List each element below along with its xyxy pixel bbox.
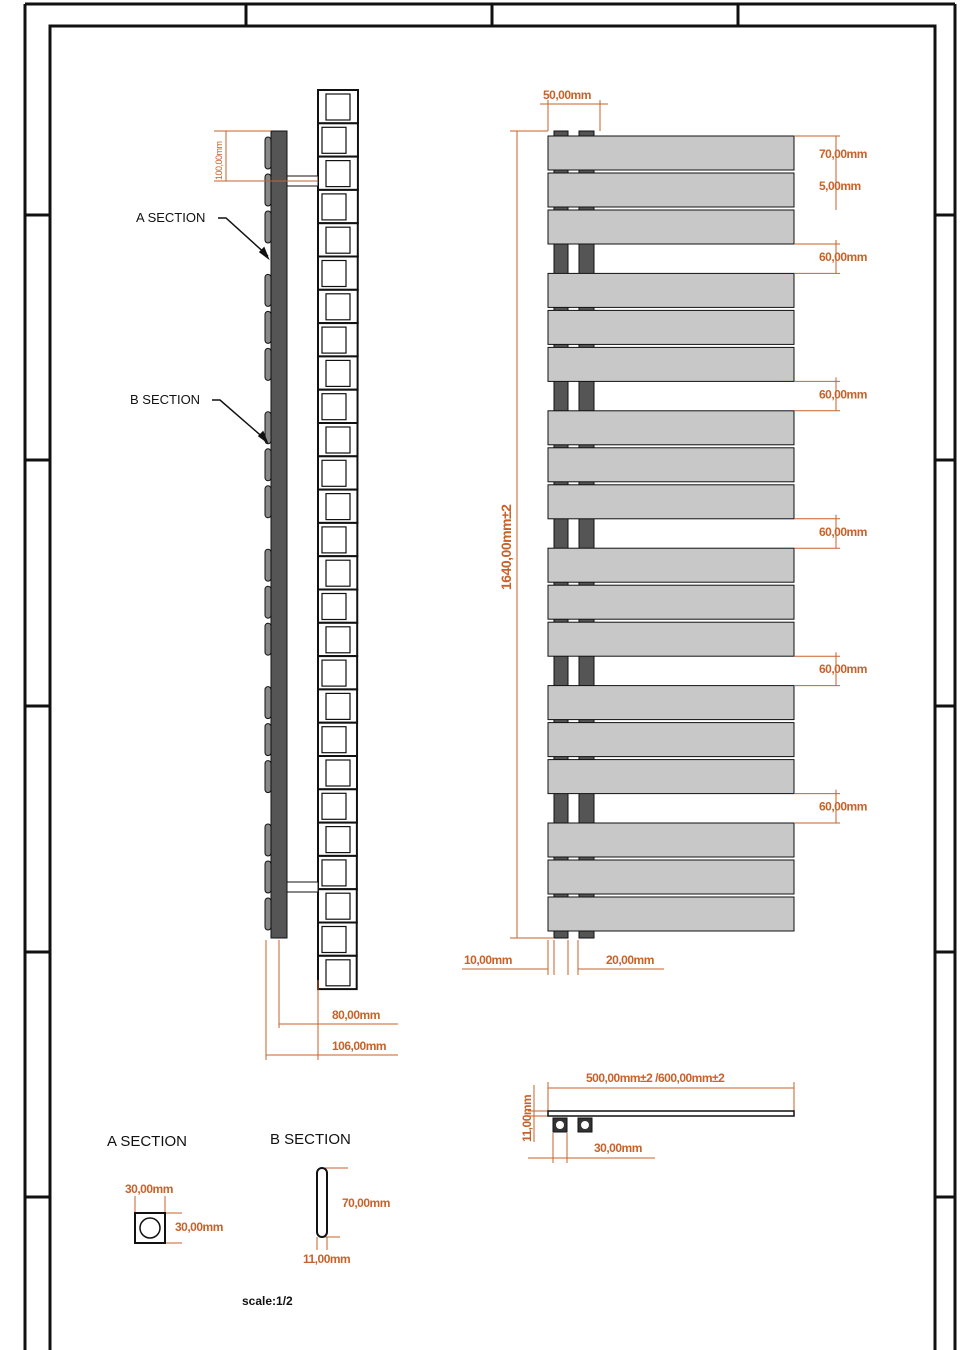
side-bar-profile — [265, 549, 271, 581]
towel-bar — [548, 585, 794, 619]
b-section-title: B SECTION — [270, 1131, 351, 1148]
dim-bar-height: 70,00mm — [819, 147, 867, 161]
callout-arrows — [212, 218, 268, 442]
gap-dimension — [794, 240, 867, 273]
towel-bar — [548, 136, 794, 170]
side-view — [130, 90, 398, 1060]
a-section-height: 30,00mm — [175, 1220, 223, 1234]
dim-group-gap: 60,00mm — [819, 662, 867, 677]
towel-bar — [548, 823, 794, 857]
dim-total-height: 1640,00mm±2 — [498, 504, 514, 590]
scale-note: scale:1/2 — [242, 1294, 293, 1308]
wall-brackets — [287, 176, 318, 892]
side-bar-profile — [265, 586, 271, 618]
dim-width: 500,00mm±2 /600,00mm±2 — [586, 1071, 725, 1085]
towel-bar — [548, 310, 794, 344]
side-bar-profile — [265, 687, 271, 719]
top-bar-profile — [548, 1111, 794, 1116]
gap-dimension — [794, 515, 867, 548]
side-bar-profile — [265, 174, 271, 206]
towel-bar — [548, 760, 794, 794]
side-bar-profile — [265, 898, 271, 930]
gap-dimension — [794, 790, 867, 823]
wall-bricks — [318, 90, 358, 989]
dim-bar-gap: 5,00mm — [819, 179, 861, 193]
b-section-height: 70,00mm — [342, 1196, 390, 1210]
towel-bar — [548, 411, 794, 445]
dim-left-offset: 10,00mm — [464, 953, 512, 967]
dim-rail-spacing: 50,00mm — [543, 88, 591, 102]
b-section-width: 11,00mm — [303, 1252, 351, 1266]
dim-group-gap: 60,00mm — [819, 250, 867, 264]
side-dimensions — [214, 131, 398, 1060]
frame-ticks — [25, 215, 955, 1197]
towel-bar — [548, 622, 794, 656]
dim-top-offset: 100,00mm — [214, 141, 224, 180]
side-bar-profile — [265, 449, 271, 481]
dim-depth-106: 106,00mm — [332, 1039, 387, 1053]
dim-group-gap: 60,00mm — [819, 524, 867, 539]
rail-left — [554, 131, 568, 938]
a-section-callout: A SECTION — [136, 210, 206, 225]
side-bar-profile — [265, 486, 271, 518]
radiator-side-body — [271, 131, 287, 938]
towel-bar — [548, 897, 794, 931]
dim-depth-80: 80,00mm — [332, 1008, 380, 1022]
rail-right — [579, 131, 594, 938]
towel-bar — [548, 686, 794, 720]
towel-bar — [548, 347, 794, 381]
side-bar-profile — [265, 211, 271, 243]
dim-rail: 30,00mm — [594, 1141, 642, 1155]
side-bar-profile — [265, 761, 271, 793]
towel-bar — [548, 173, 794, 207]
side-bar-profile — [265, 274, 271, 306]
top-view — [520, 1071, 794, 1163]
towel-bar — [548, 485, 794, 519]
side-bar-profile — [265, 824, 271, 856]
a-section-title: A SECTION — [107, 1133, 188, 1150]
gap-dimension — [794, 652, 867, 685]
b-section-callout: B SECTION — [130, 392, 201, 407]
towel-bar — [548, 273, 794, 307]
gap-dimension — [794, 377, 867, 410]
side-bar-profile — [265, 137, 271, 169]
dim-thickness: 11,00mm — [520, 1094, 534, 1142]
side-bar-profile — [265, 861, 271, 893]
b-section-shape — [317, 1168, 327, 1237]
side-bar-profile — [265, 348, 271, 380]
towel-bar — [548, 860, 794, 894]
towel-bar — [548, 448, 794, 482]
dim-group-gap: 60,00mm — [819, 387, 867, 402]
towel-bar — [548, 210, 794, 244]
towel-bar — [548, 548, 794, 582]
side-bar-profile — [265, 311, 271, 343]
dim-group-gap: 60,00mm — [819, 799, 867, 814]
towel-bar — [548, 723, 794, 757]
side-bar-profile — [265, 724, 271, 756]
front-view — [462, 88, 867, 975]
dim-rail-width: 20,00mm — [606, 953, 654, 967]
side-bar-profile — [265, 623, 271, 655]
sections — [107, 1131, 390, 1308]
a-section-width: 30,00mm — [125, 1182, 173, 1196]
